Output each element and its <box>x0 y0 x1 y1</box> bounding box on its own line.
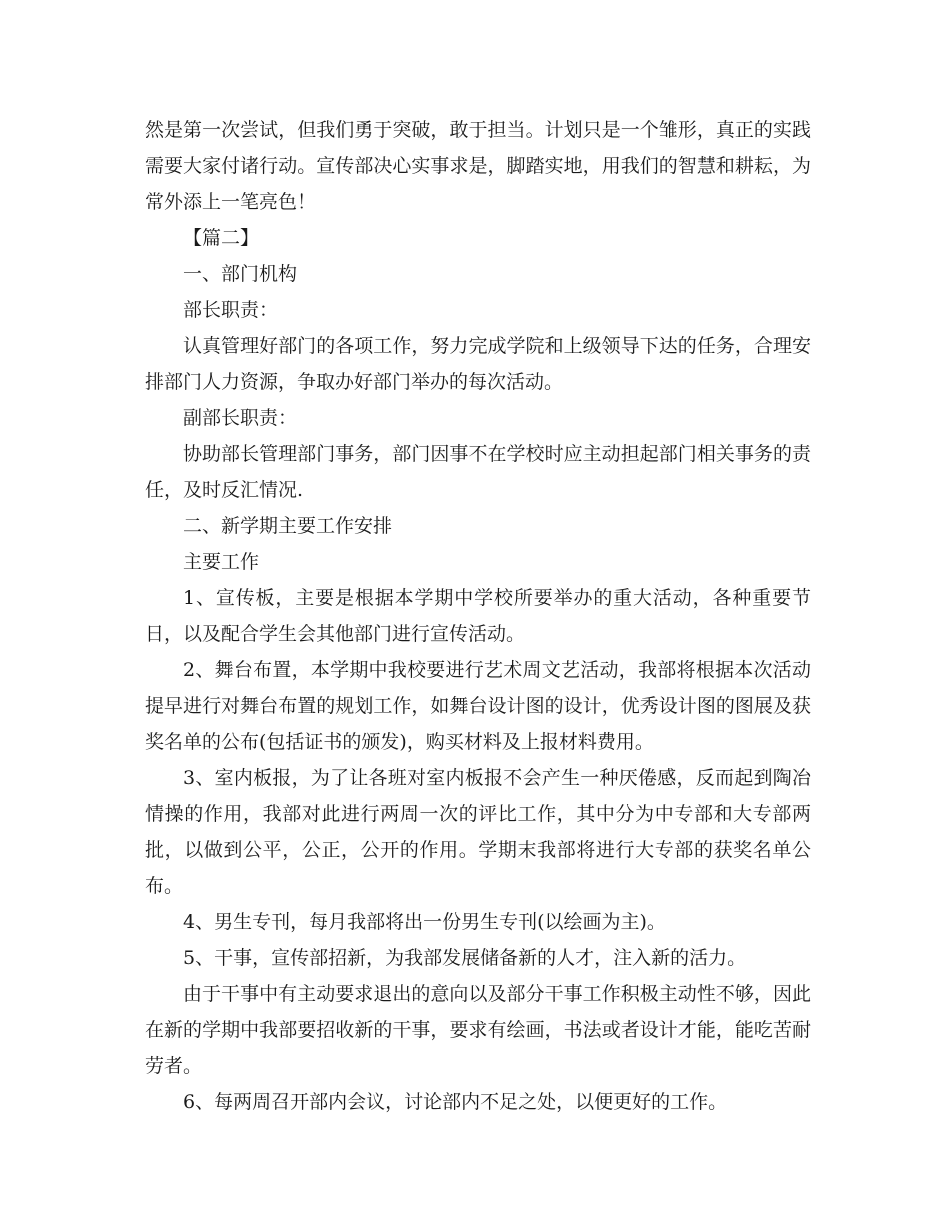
heading-minister-duties: 部长职责： <box>183 299 279 321</box>
heading-deputy-duties: 副部长职责： <box>183 407 298 429</box>
list-item-4: 4、男生专刊，每月我部将出一份男生专刊(以绘画为主)。 <box>183 911 666 933</box>
paragraph-continuation: 然是第一次尝试，但我们勇于突破，敢于担当。计划只是一个雏形，真正的实践需要大家付诸行动。宣传部决心实事求是，脚踏实地，用我们的智慧和耕耘，为常外添上一笔亮色！ <box>145 119 811 213</box>
list-item-2: 2、舞台布置，本学期中我校要进行艺术周文艺活动，我部将根据本次活动提早进行对舞台布置的规划工作，如舞台设计图的设计，优秀设计图的图展及获奖名单的公布(包括证书的颁发)，购买材料及上报材料费用。 <box>145 659 811 753</box>
heading-department-structure: 一、部门机构 <box>183 263 298 285</box>
paragraph-deputy-duties: 协助部长管理部门事务，部门因事不在学校时应主动担起部门相关事务的责任，及时反汇情况. <box>145 443 811 501</box>
section-heading-part-two: 【篇二】 <box>183 227 260 249</box>
list-item-1: 1、宣传板，主要是根据本学期中学校所要举办的重大活动，各种重要节日，以及配合学生会其他部门进行宣传活动。 <box>145 587 811 645</box>
heading-main-work: 主要工作 <box>183 551 260 573</box>
document-body <box>145 112 811 1120</box>
paragraph-recruitment: 由于干事中有主动要求退出的意向以及部分干事工作积极主动性不够，因此在新的学期中我部要招收新的干事，要求有绘画，书法或者设计才能，能吃苦耐劳者。 <box>145 983 811 1077</box>
paragraph-minister-duties: 认真管理好部门的各项工作，努力完成学院和上级领导下达的任务，合理安排部门人力资源，争取办好部门举办的每次活动。 <box>145 335 811 393</box>
list-item-5: 5、干事，宣传部招新，为我部发展储备新的人才，注入新的活力。 <box>183 947 747 969</box>
heading-work-plan: 二、新学期主要工作安排 <box>183 515 393 537</box>
list-item-6: 6、每两周召开部内会议，讨论部内不足之处，以便更好的工作。 <box>183 1091 728 1113</box>
list-item-3: 3、室内板报，为了让各班对室内板报不会产生一种厌倦感，反而起到陶冶情操的作用，我部对此进行两周一次的评比工作，其中分为中专部和大专部两批，以做到公平，公正，公开的作用。学期末我部将进行大专部的获奖名单公布。 <box>145 767 811 897</box>
